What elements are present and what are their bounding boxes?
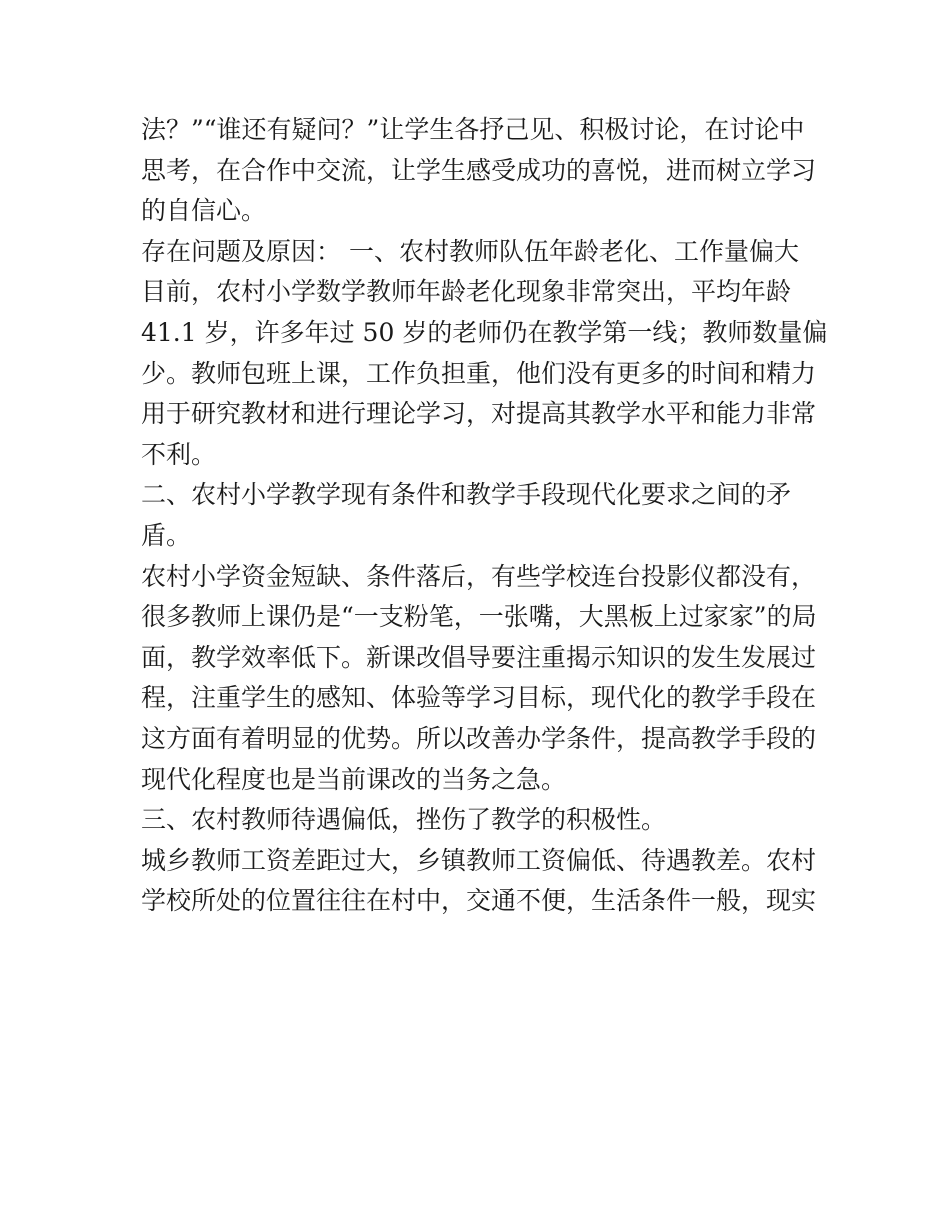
text-line: 这方面有着明显的优势。所以改善办学条件，提高教学手段的	[141, 723, 817, 753]
body-text	[141, 110, 831, 922]
text-line: 城乡教师工资差距过大，乡镇教师工资偏低、待遇教差。农村	[141, 845, 817, 875]
text-line: 的自信心。	[141, 196, 267, 226]
text-line: 很多教师上课仍是“一支粉笔，一张嘴，大黑板上过家家”的局	[141, 602, 817, 632]
text-line: 不利。	[141, 439, 217, 469]
text-line: 41.1 岁，许多年过 50 岁的老师仍在教学第一线；教师数量偏	[141, 317, 828, 347]
text-line: 思考，在合作中交流，让学生感受成功的喜悦，进而树立学习	[141, 155, 817, 185]
text-line: 法？”“谁还有疑问？”让学生各抒己见、积极讨论，在讨论中	[141, 115, 805, 144]
text-line: 学校所处的位置往往在村中，交通不便，生活条件一般，现实	[141, 886, 817, 916]
section-heading-line: 二、农村小学教学现有条件和教学手段现代化要求之间的矛	[141, 480, 792, 510]
text-line: 少。教师包班上课，工作负担重，他们没有更多的时间和精力	[141, 358, 817, 388]
text-line: 现代化程度也是当前课改的当务之急。	[141, 764, 567, 794]
text-line: 程，注重学生的感知、体验等学习目标，现代化的教学手段在	[141, 683, 817, 713]
section-heading-line: 存在问题及原因： 一、农村教师队伍年龄老化、工作量偏大	[141, 236, 799, 266]
text-line: 用于研究教材和进行理论学习，对提高其教学水平和能力非常	[141, 399, 817, 429]
text-line: 目前，农村小学数学教师年龄老化现象非常突出，平均年龄	[141, 277, 792, 307]
section-heading-line: 盾。	[141, 520, 192, 550]
text-line: 面，教学效率低下。新课改倡导要注重揭示知识的发生发展过	[141, 642, 817, 672]
section-heading-line: 三、农村教师待遇偏低，挫伤了教学的积极性。	[141, 805, 667, 835]
text-line: 农村小学资金短缺、条件落后，有些学校连台投影仪都没有，	[141, 561, 817, 591]
